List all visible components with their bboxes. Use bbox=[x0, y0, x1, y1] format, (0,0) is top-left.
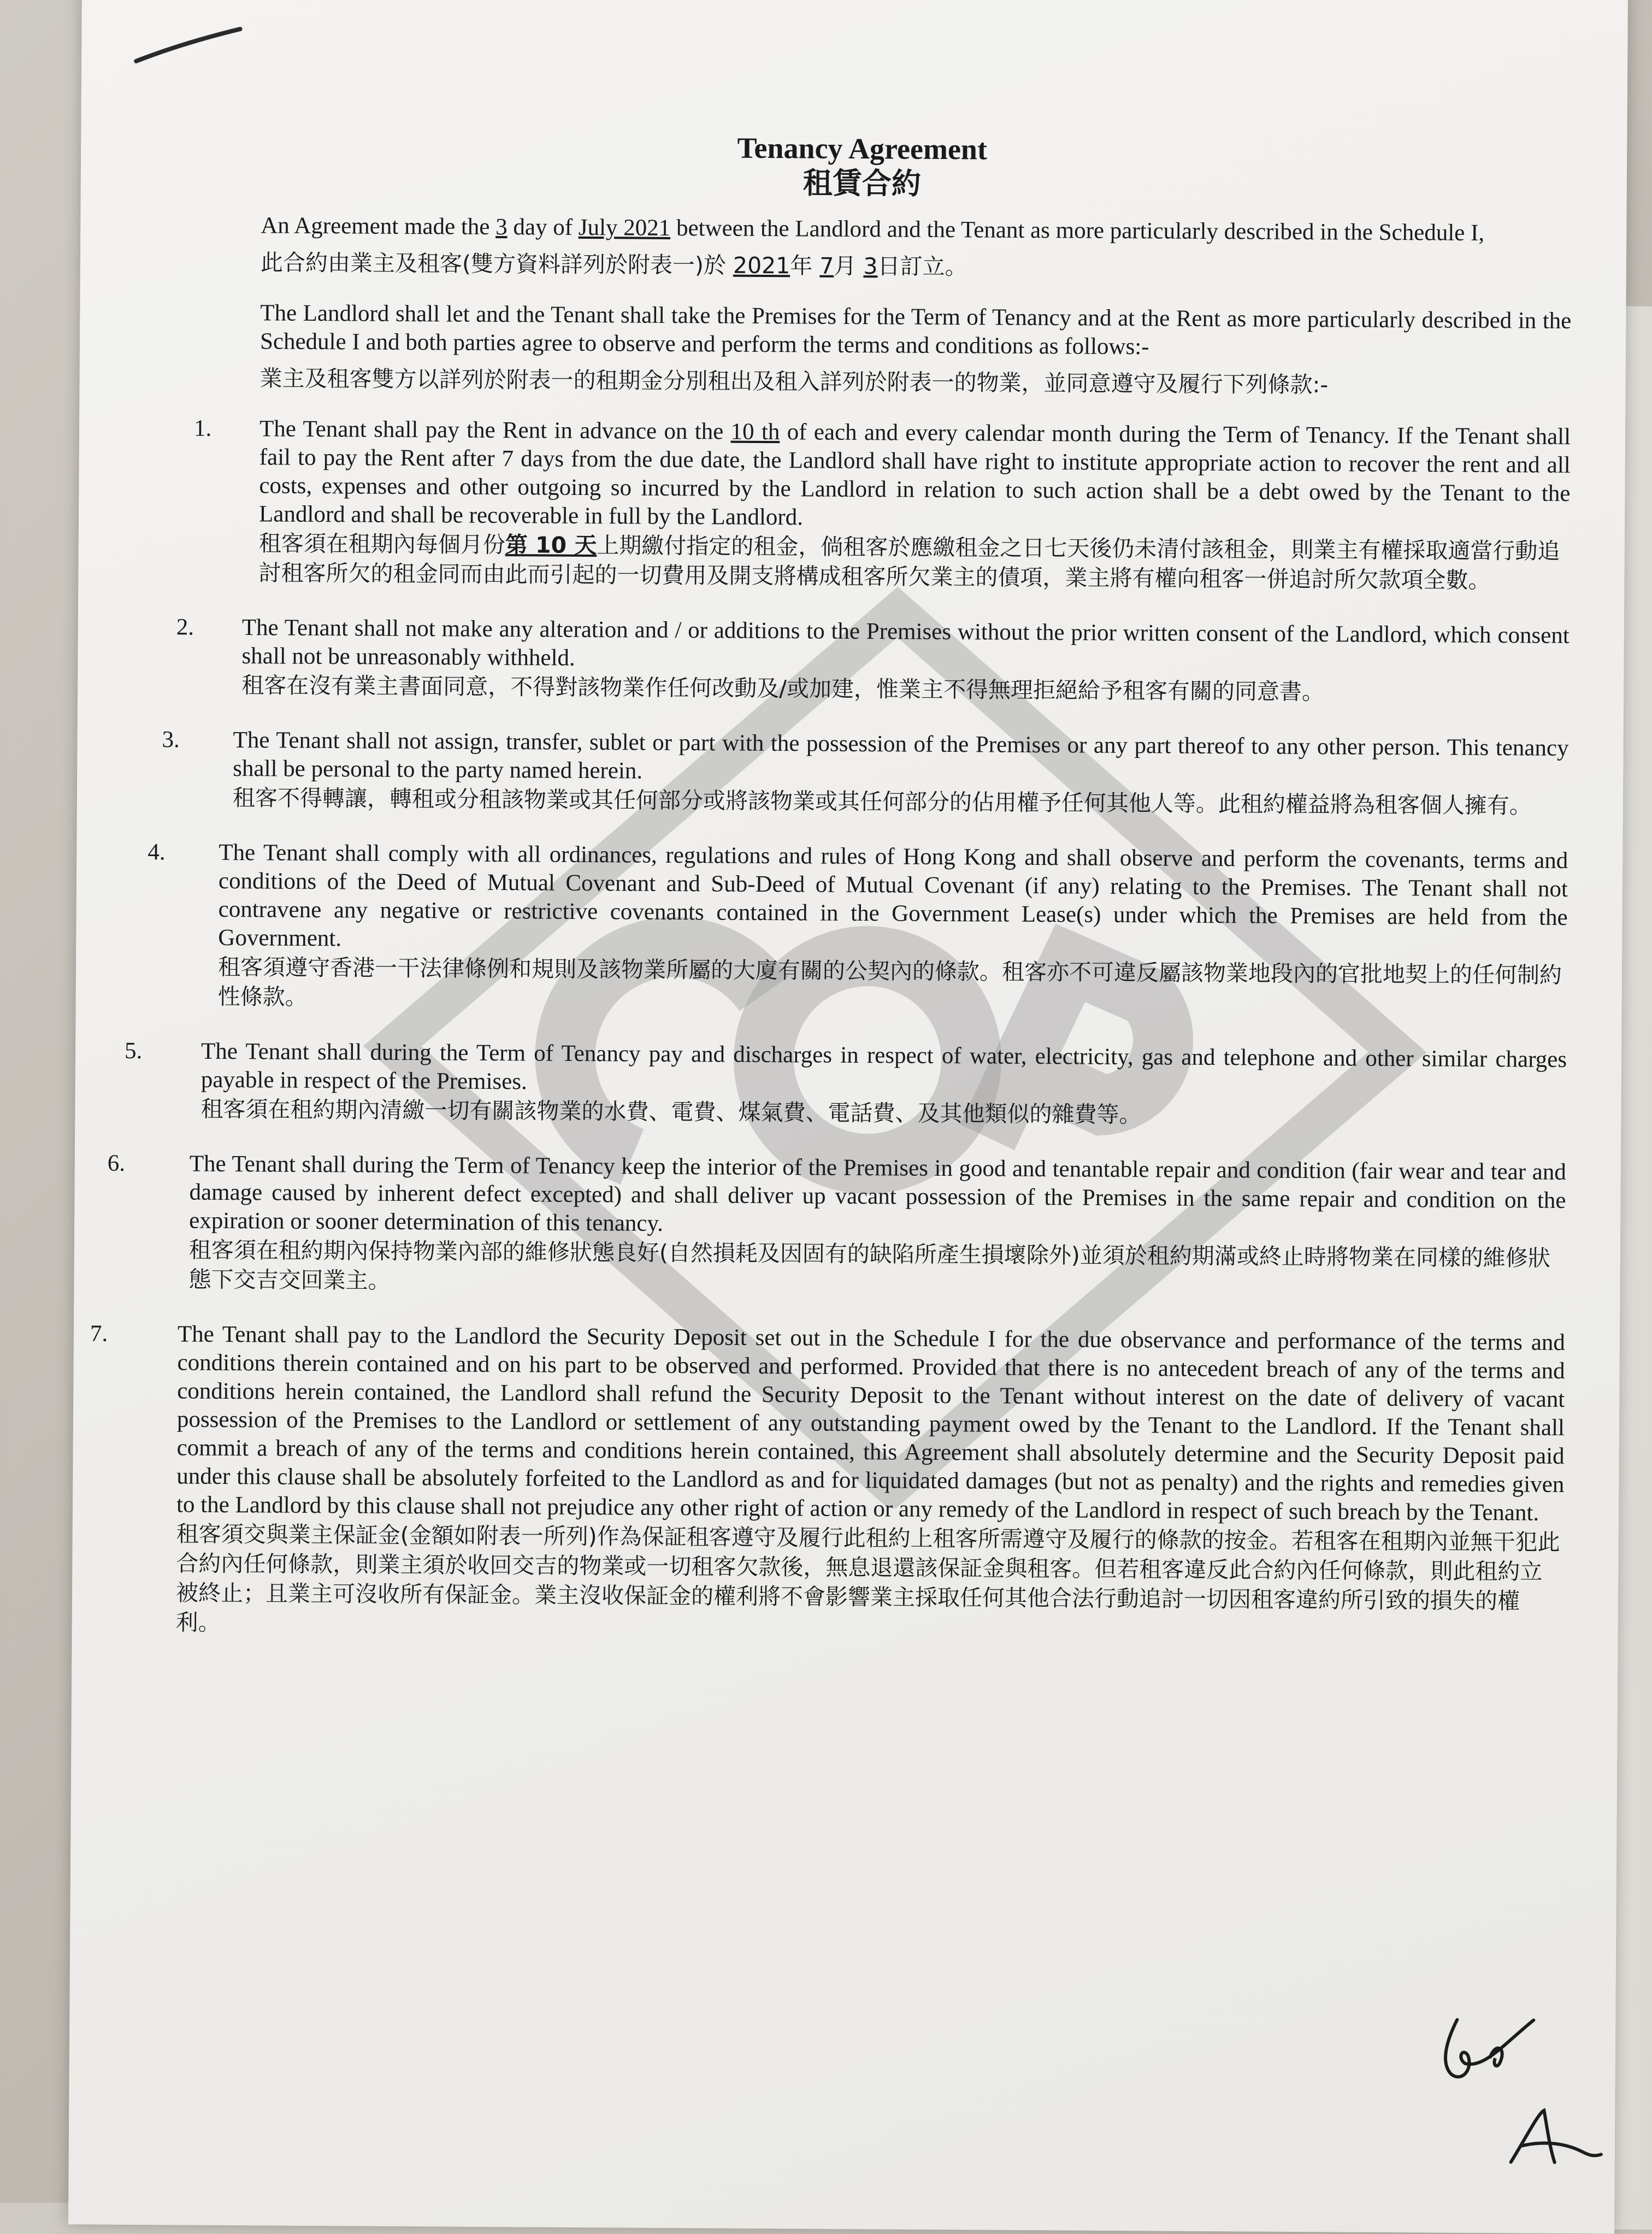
agreement-month-year: July 2021 bbox=[578, 214, 671, 241]
clause-text-zh: 租客須遵守香港一干法律條例和規則及該物業所屬的大廈有關的公契內的條款。租客亦不可違反屬該物業地段內的官批地契上的任何制約性條款。 bbox=[217, 953, 1562, 1010]
clause-text: 上期繳付指定的租金，倘租客於應繳租金之日七天後仍未清付該租金，則業主有權採取適當行動追討租客所欠的租金同而由此而引起的一切費用及開支將構成租客所欠業主的債項，業主將有權向租客一併追討所欠款項全數。 bbox=[258, 532, 1560, 594]
clause-number: 3. bbox=[162, 727, 180, 753]
clause-text: The Tenant shall pay the Rent in advance on the bbox=[259, 416, 724, 445]
clause-text-zh: 租客須在租約期內保持物業內部的維修狀態良好(自然損耗及因固有的缺陷所產生損壞除外)並須於租約期滿或終止時將物業在同樣的維修狀態下交吉交回業主。 bbox=[188, 1236, 1550, 1294]
agreement-day-zh: 3 bbox=[863, 253, 878, 280]
clause-text-zh: 租客不得轉讓，轉租或分租該物業或其任何部分或將該物業或其任何部分的佔用權予任何其他人等。此租約權益將為租客個人擁有。 bbox=[232, 785, 1532, 819]
clause-number: 5. bbox=[124, 1038, 143, 1064]
intro-text: An Agreement made the bbox=[261, 213, 490, 240]
clause-text-zh: 租客在沒有業主書面同意，不得對該物業作任何改動及/或加建，惟業主不得無理拒絕給予租客有關的同意書。 bbox=[241, 672, 1325, 705]
premise-paragraph: The Landlord shall let and the Tenant shall take the Premises for the Term of Tenancy and at the Rent as more particularly described in the Schedule I and both parties agree to observe and perform the terms and conditions as follows:- bbox=[259, 300, 1572, 360]
clause-text: 租客須在租期內每個月份 bbox=[258, 530, 505, 558]
agreement-month-zh: 7 bbox=[819, 252, 834, 279]
clause-number: 1. bbox=[193, 415, 212, 441]
rent-due-day-zh: 第 10 天 bbox=[505, 532, 597, 559]
intro-text: day of bbox=[513, 214, 573, 240]
clause-text: of each and every calendar month during the Term of Tenancy. If the Tenant shall fail to pay the Rent after 7 days from the due date, the Landlord shall have right to institute appropriate action to recover the rent and all costs, expenses and other outgoing so incurred by the Landlord in relation to such action shall be a debt owed by the Tenant to the Landlord and shall be recoverable in full by the Landlord. bbox=[258, 419, 1571, 530]
pen-mark-icon bbox=[131, 17, 251, 73]
clause-text-en: The Tenant shall during the Term of Tenancy keep the interior of the Premises in good and tenantable repair and condition (fair wear and tear and damage caused by inherent defect excepted) and shall deliver up vacant possession of the Premises in the same repair and condition on the expiration or sooner determination of this tenancy. bbox=[189, 1151, 1566, 1236]
intro-text: between the Landlord and the Tenant as more particularly described in the Schedule I, bbox=[676, 215, 1485, 246]
agreement-year-zh: 2021 bbox=[733, 252, 790, 279]
clause-number: 6. bbox=[107, 1150, 126, 1176]
clause-2 bbox=[176, 614, 1570, 708]
intro-paragraph-zh bbox=[261, 247, 1572, 285]
clause-text-en: The Tenant shall during the Term of Tenancy pay and discharges in respect of water, electricity, gas and telephone and other similar charges payable in respect of the Premises. bbox=[200, 1038, 1567, 1095]
document-title: Tenancy Agreement bbox=[737, 131, 988, 166]
clause-text-en bbox=[259, 415, 1571, 537]
clause-number: 2. bbox=[176, 614, 194, 640]
clause-text-zh bbox=[258, 528, 1570, 596]
intro-zh-text: 日訂立。 bbox=[877, 253, 967, 280]
document-content bbox=[90, 127, 1572, 1672]
initials-signature-1 bbox=[1424, 2008, 1545, 2091]
year-label: 年 bbox=[790, 252, 813, 279]
month-label: 月 bbox=[834, 252, 857, 280]
premise-paragraph-zh: 業主及租客雙方以詳列於附表一的租期金分別租出及租入詳列於附表一的物業，並同意遵守及履行下列條款:- bbox=[259, 365, 1329, 398]
agreement-day: 3 bbox=[495, 214, 508, 240]
clause-1 bbox=[193, 415, 1571, 596]
document-title-zh: 租賃合約 bbox=[803, 166, 922, 201]
clause-6 bbox=[107, 1150, 1566, 1302]
clause-text-en: The Tenant shall pay to the Landlord the Security Deposit set out in the Schedule I for the due observance and performance of the terms and conditions therein contained and on his part to be observed and performed. Provided that there is no antecedent breach of any of the terms and conditions herein contained, the Landlord shall refund the Security Deposit to the Tenant without interest on the date of delivery of vacant possession of the Premises to the Landlord or settlement of any outstanding payment owed by the Tenant to the Landlord. If the Tenant shall commit a breach of any of the terms and conditions herein contained, this Agreement shall absolutely determine and the Security Deposit paid under this clause shall be absolutely forfeited to the Landlord as and for liquidated damages (but not as penalty) and the rights and remedies given to the Landlord by this clause shall not prejudice any other right of action or any remedy of the Landlord in respect of such breach by the Tenant. bbox=[176, 1321, 1566, 1526]
clause-text-en: The Tenant shall not assign, transfer, sublet or part with the possession of the Premises or any part thereof to any other person. This tenancy shall be personal to the party named herein. bbox=[233, 727, 1569, 784]
clause-5 bbox=[124, 1038, 1567, 1132]
initials-signature-2 bbox=[1500, 2102, 1610, 2173]
intro-zh-text: 此合約由業主及租客(雙方資料詳列於附表一)於 bbox=[260, 249, 727, 279]
clause-text-en: The Tenant shall not make any alteration and / or additions to the Premises without the prior written consent of the Landlord, which consent shall not be unreasonably withheld. bbox=[241, 615, 1570, 671]
clause-text-zh: 租客須在租約期內清繳一切有關該物業的水費、電費、煤氣費、電話費、及其他類似的雜費等。 bbox=[200, 1095, 1142, 1128]
clause-number: 4. bbox=[148, 839, 166, 865]
clause-4 bbox=[148, 839, 1568, 1019]
clause-3 bbox=[162, 726, 1569, 821]
clause-text-en: The Tenant shall comply with all ordinances, regulations and rules of Hong Kong and shall observe and perform the covenants, terms and conditions of the Deed of Mutual Covenant and Sub-Deed of Mutual Covenant (if any) relating to the Premises. The Tenant shall not contravene any negative or restrictive covenants contained in the Government Lease(s) under which the Premises are held from the Government. bbox=[218, 839, 1568, 952]
document-page bbox=[68, 0, 1628, 2234]
intro-paragraph bbox=[261, 211, 1572, 248]
clause-number: 7. bbox=[90, 1321, 108, 1347]
rent-due-day: 10 th bbox=[730, 418, 780, 445]
clause-text-zh: 租客須交與業主保証金(金額如附表一所列)作為保証租客遵守及履行此租約上租客所需遵守及履行的條款的按金。若租客在租期內並無干犯此合約內任何條款，則業主須於收回交吉的物業或一切租客欠款後，無息退還該保証金與租客。但若租客違反此合約內任何條款，則此租約立被終止；且業主可沒收所有保証金。業主沒收保証金的權利將不會影響業主採取任何其他合法行動追討一切因租客違約所引致的損失的權利。 bbox=[175, 1520, 1560, 1636]
clause-7 bbox=[90, 1320, 1566, 1646]
